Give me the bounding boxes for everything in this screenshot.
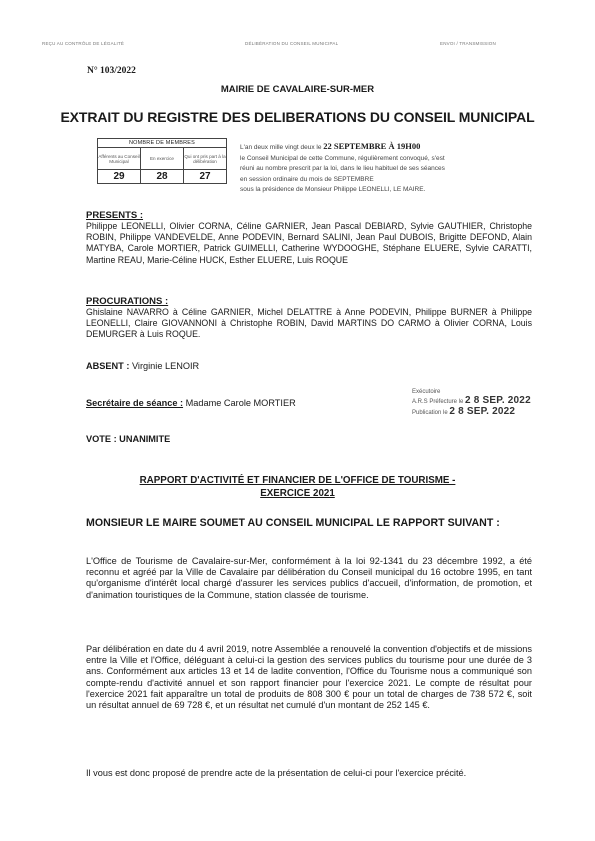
stamp-date: 2 8 SEP. 2022 [449, 406, 516, 417]
session-intro [240, 141, 540, 196]
executoire-stamp [412, 389, 552, 417]
presents-title: PRESENTS : [86, 210, 144, 221]
stamp-label: Exécutoire [412, 389, 441, 395]
intro-line: en session ordinaire du mois de SEPTEMBRE [240, 175, 374, 183]
paragraph: L'Office de Tourisme de Cavalaire-sur-Mer, conformément à la loi 92-1341 du 23 décembre 1992, a été reconnu et agréé par la Ville de Cavalaire par délibération du Conseil municipal du 16 octobre 1995, en tant qu'organisme d'intérêt local chargé d'assurer les services publics d'accueil, d'information, de promotion, et d'animation touristiques de la Commune, station classée de tourisme. [86, 556, 532, 600]
members-table-caption: NOMBRE DE MEMBRES [98, 139, 227, 148]
members-header: Afférents au Conseil Municipal [98, 148, 141, 170]
procurations-list: Ghislaine NAVARRO à Céline GARNIER, Michel DELATTRE à Anne PODEVIN, Philippe BURNER à Philippe LEONELLI, Claire GIOVANNONI à Christophe ROBIN, David MARTINS DO CARMO à Olivier CORNA, Louis DEMURGER à Luis ROQUE. [86, 307, 532, 340]
secretaire-title: Secrétaire de séance : [86, 398, 184, 408]
members-header: En exercice [141, 148, 184, 170]
intro-line: sous la présidence de Monsieur Philippe LEONELLI, LE MAIRE. [240, 186, 426, 193]
intro-line: le Conseil Municipal de cette Commune, régulièrement convoqué, s'est [240, 154, 445, 162]
rapport-subtitle [0, 488, 595, 499]
mairie-title: MAIRIE DE CAVALAIRE-SUR-MER [220, 84, 375, 95]
members-value: 28 [141, 170, 184, 184]
rapport-title-line: RAPPORT D'ACTIVITÉ ET FINANCIER DE L'OFFICE DE TOURISME - [139, 475, 456, 486]
members-value: 27 [184, 170, 227, 184]
paragraph: Il vous est donc proposé de prendre acte de la présentation de celui-ci pour l'exercice précité. [86, 768, 467, 778]
header-center: DÉLIBÉRATION DU CONSEIL MUNICIPAL [245, 41, 339, 46]
rapport-title-line: EXERCICE 2021 [260, 488, 335, 499]
secretaire-name: Madame Carole MORTIER [185, 398, 296, 408]
stamp-label: Publication le [412, 410, 448, 416]
members-table [97, 138, 227, 184]
absent-name: Virginie LENOIR [131, 361, 200, 371]
stamp-date: 2 8 SEP. 2022 [465, 395, 531, 406]
vote-result: VOTE : UNANIMITE [86, 434, 171, 444]
registre-title: EXTRAIT DU REGISTRE DES DELIBERATIONS DU CONSEIL MUNICIPAL [60, 109, 535, 125]
rapport-title [0, 475, 595, 486]
absent-title: ABSENT : [86, 361, 130, 371]
document-number: N° 103/2022 [87, 66, 136, 76]
session-date: 22 SEPTEMBRE À 19H00 [323, 141, 421, 151]
secretaire-line [86, 398, 296, 408]
monsieur-le-maire: MONSIEUR LE MAIRE SOUMET AU CONSEIL MUNICIPAL LE RAPPORT SUIVANT : [86, 517, 500, 529]
members-value: 29 [98, 170, 141, 184]
presents-list: Philippe LEONELLI, Olivier CORNA, Céline GARNIER, Jean Pascal DEBIARD, Sylvie GAUTHIER, Christophe ROBIN, Philippe VANDEVELDE, Anne PODEVIN, Bernard SALINI, Jean Paul DUBOIS, Brigitte DEFOND, Alain MATYBA, Carole MORTIER, Patrick GUIMELLI, Catherine WYDOOGHE, Stéphane ELUERE, Sylvie CARATTI, Martine REAU, Marie-Céline HUCK, Esther ELUERE, Luis ROQUE [86, 221, 532, 265]
paragraph: Par délibération en date du 4 avril 2019, notre Assemblée a renouvelé la convention d'objectifs et de missions entre la Ville et l'Office, déléguant à celui-ci la gestion des services publics du tourisme pour une durée de 3 ans. Conformément aux articles 13 et 14 de ladite convention, l'Office du Tourisme nous a communiqué son compte-rendu d'activité annuel et son rapport financier pour l'exercice 2021. Le compte de résultat pour l'exercice 2021 fait apparaître un total de produits de 808 300 € pour un total de charges de 738 572 €, soit un résultat annuel de 69 728 €, et un résultat net cumulé d'un montant de 252 145 €. [86, 644, 532, 711]
absent-line [86, 361, 199, 371]
intro-prefix: L'an deux mille vingt deux le [240, 144, 322, 151]
header-right: ENVOI / TRANSMISSION [440, 41, 496, 46]
procurations-title: PROCURATIONS : [86, 296, 169, 307]
intro-line: réuni au nombre prescrit par la loi, dans le lieu habituel de ses séances [240, 165, 445, 172]
members-header: Qui ont pris part à la délibération [184, 148, 227, 170]
header-left: REÇU AU CONTRÔLE DE LÉGALITÉ [42, 41, 125, 46]
stamp-label: A.R.S Préfecture le [412, 399, 464, 405]
